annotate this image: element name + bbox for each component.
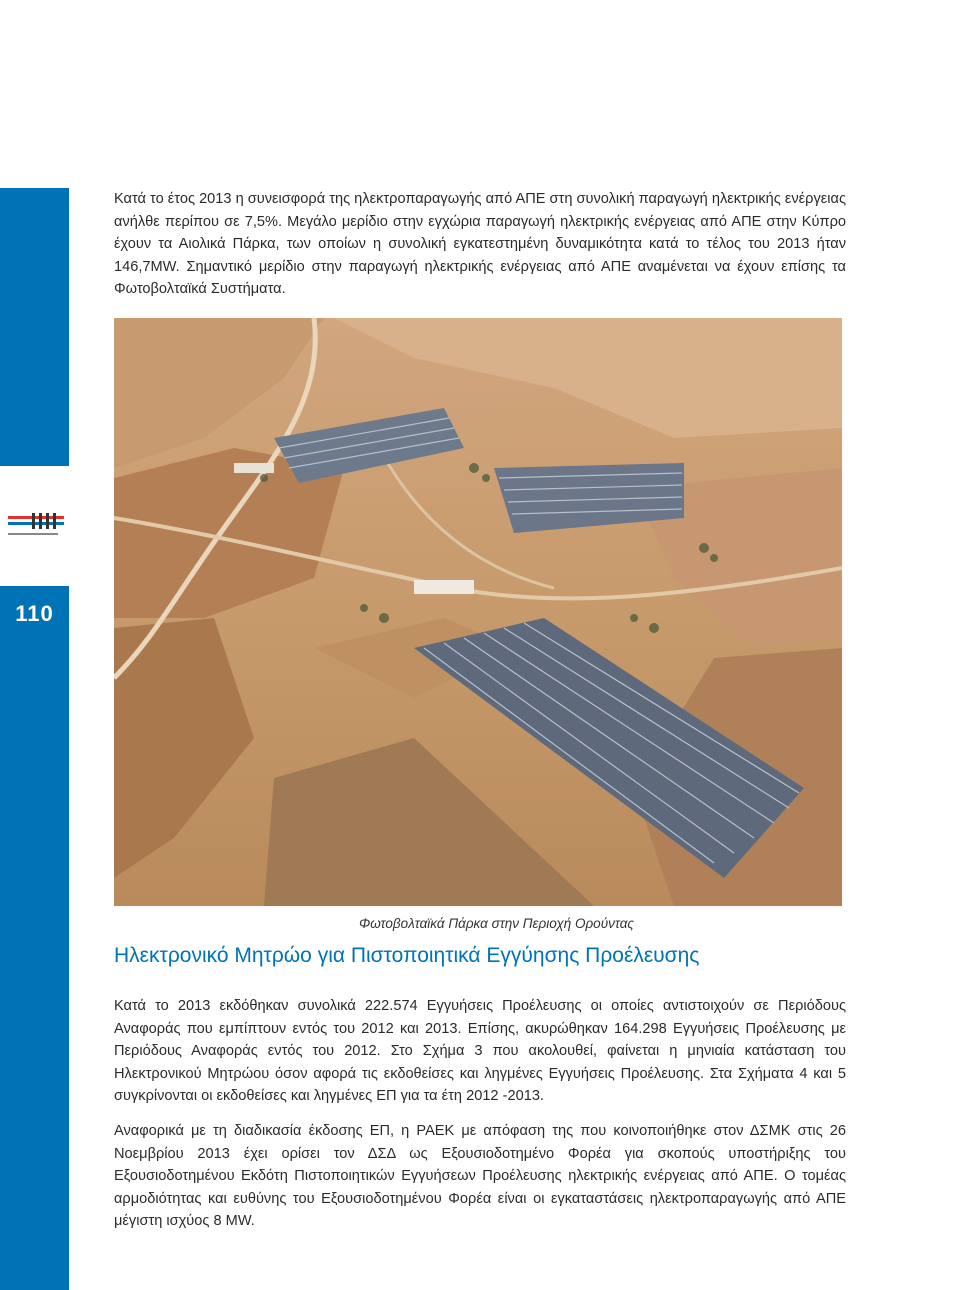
page-number: 110 xyxy=(15,601,54,626)
section-paragraph-2: Αναφορικά με τη διαδικασία έκδοσης ΕΠ, η ΡΑΕΚ με απόφαση της που κοινοποιήθηκε στον ΔΣΜΚ στις 26 Νοεμβρίου 2013 έχει ορίσει τον ΔΣΔ ως Εξουσιοδοτημένο Φορέα για σκοπούς υποστήριξης του Εξουσιοδοτημένου Εκδότη Πιστοποιητικών Εγγυήσεων Προέλευσης ηλεκτρικής ενέργειας από ΑΠΕ. Ο τομέας αρμοδιότητας και ευθύνης του Εξουσιοδοτημένου Φορέα είναι οι εγκαταστάσεις ηλεκτροπαραγωγής από ΑΠΕ μέγιστη ισχύος 8 MW. xyxy=(114,1123,846,1230)
side-bar-bottom xyxy=(0,586,69,1290)
figure-caption: Φωτοβολταϊκά Πάρκα στην Περιοχή Ορούντας xyxy=(359,916,634,931)
side-bar-top xyxy=(0,188,69,466)
organisation-logo-icon xyxy=(6,508,68,540)
section-heading: Ηλεκτρονικό Μητρώο για Πιστοποιητικά Εγγύησης Προέλευσης xyxy=(114,944,700,967)
section-paragraph-1: Κατά το 2013 εκδόθηκαν συνολικά 222.574 Εγγυήσεις Προέλευσης οι οποίες αντιστοιχούν σε Περιόδους Αναφοράς που εμπίπτουν εντός του 2012 και 2013. Επίσης, ακυρώθηκαν 164.298 Εγγυήσεις Προέλευσης με Περιόδους Αναφοράς εντός του 2012. Στο Σχήμα 3 που ακολουθεί, φαίνεται η μηνιαία κατάσταση του Ηλεκτρονικού Μητρώου όσον αφορά τις εκδοθείσες και ληγμένες Εγγυήσεις Προέλευσης. Στα Σχήματα 4 και 5 συγκρίνονται οι εκδοθείσες και ληγμένες ΕΠ για τα έτη 2012 -2013. xyxy=(114,998,846,1105)
intro-paragraph: Κατά το έτος 2013 η συνεισφορά της ηλεκτροπαραγωγής από ΑΠΕ στη συνολική παραγωγή ηλεκτρικής ενέργειας ανήλθε περίπου σε 7,5%. Μεγάλο μερίδιο στην εγχώρια παραγωγή ηλεκτρικής ενέργειας από ΑΠΕ στην Κύπρο έχουν τα Αιολικά Πάρκα, των οποίων η συνολική εγκατεστημένη δυναμικότητα κατά το τέλος του 2013 ήταν 146,7MW. Σημαντικό μερίδιο στην παραγωγή ηλεκτρικής ενέργειας από ΑΠΕ αναμένεται να έχουν επίσης τα Φωτοβολταϊκά Συστήματα. xyxy=(114,191,846,298)
solar-park-photo xyxy=(114,318,842,906)
